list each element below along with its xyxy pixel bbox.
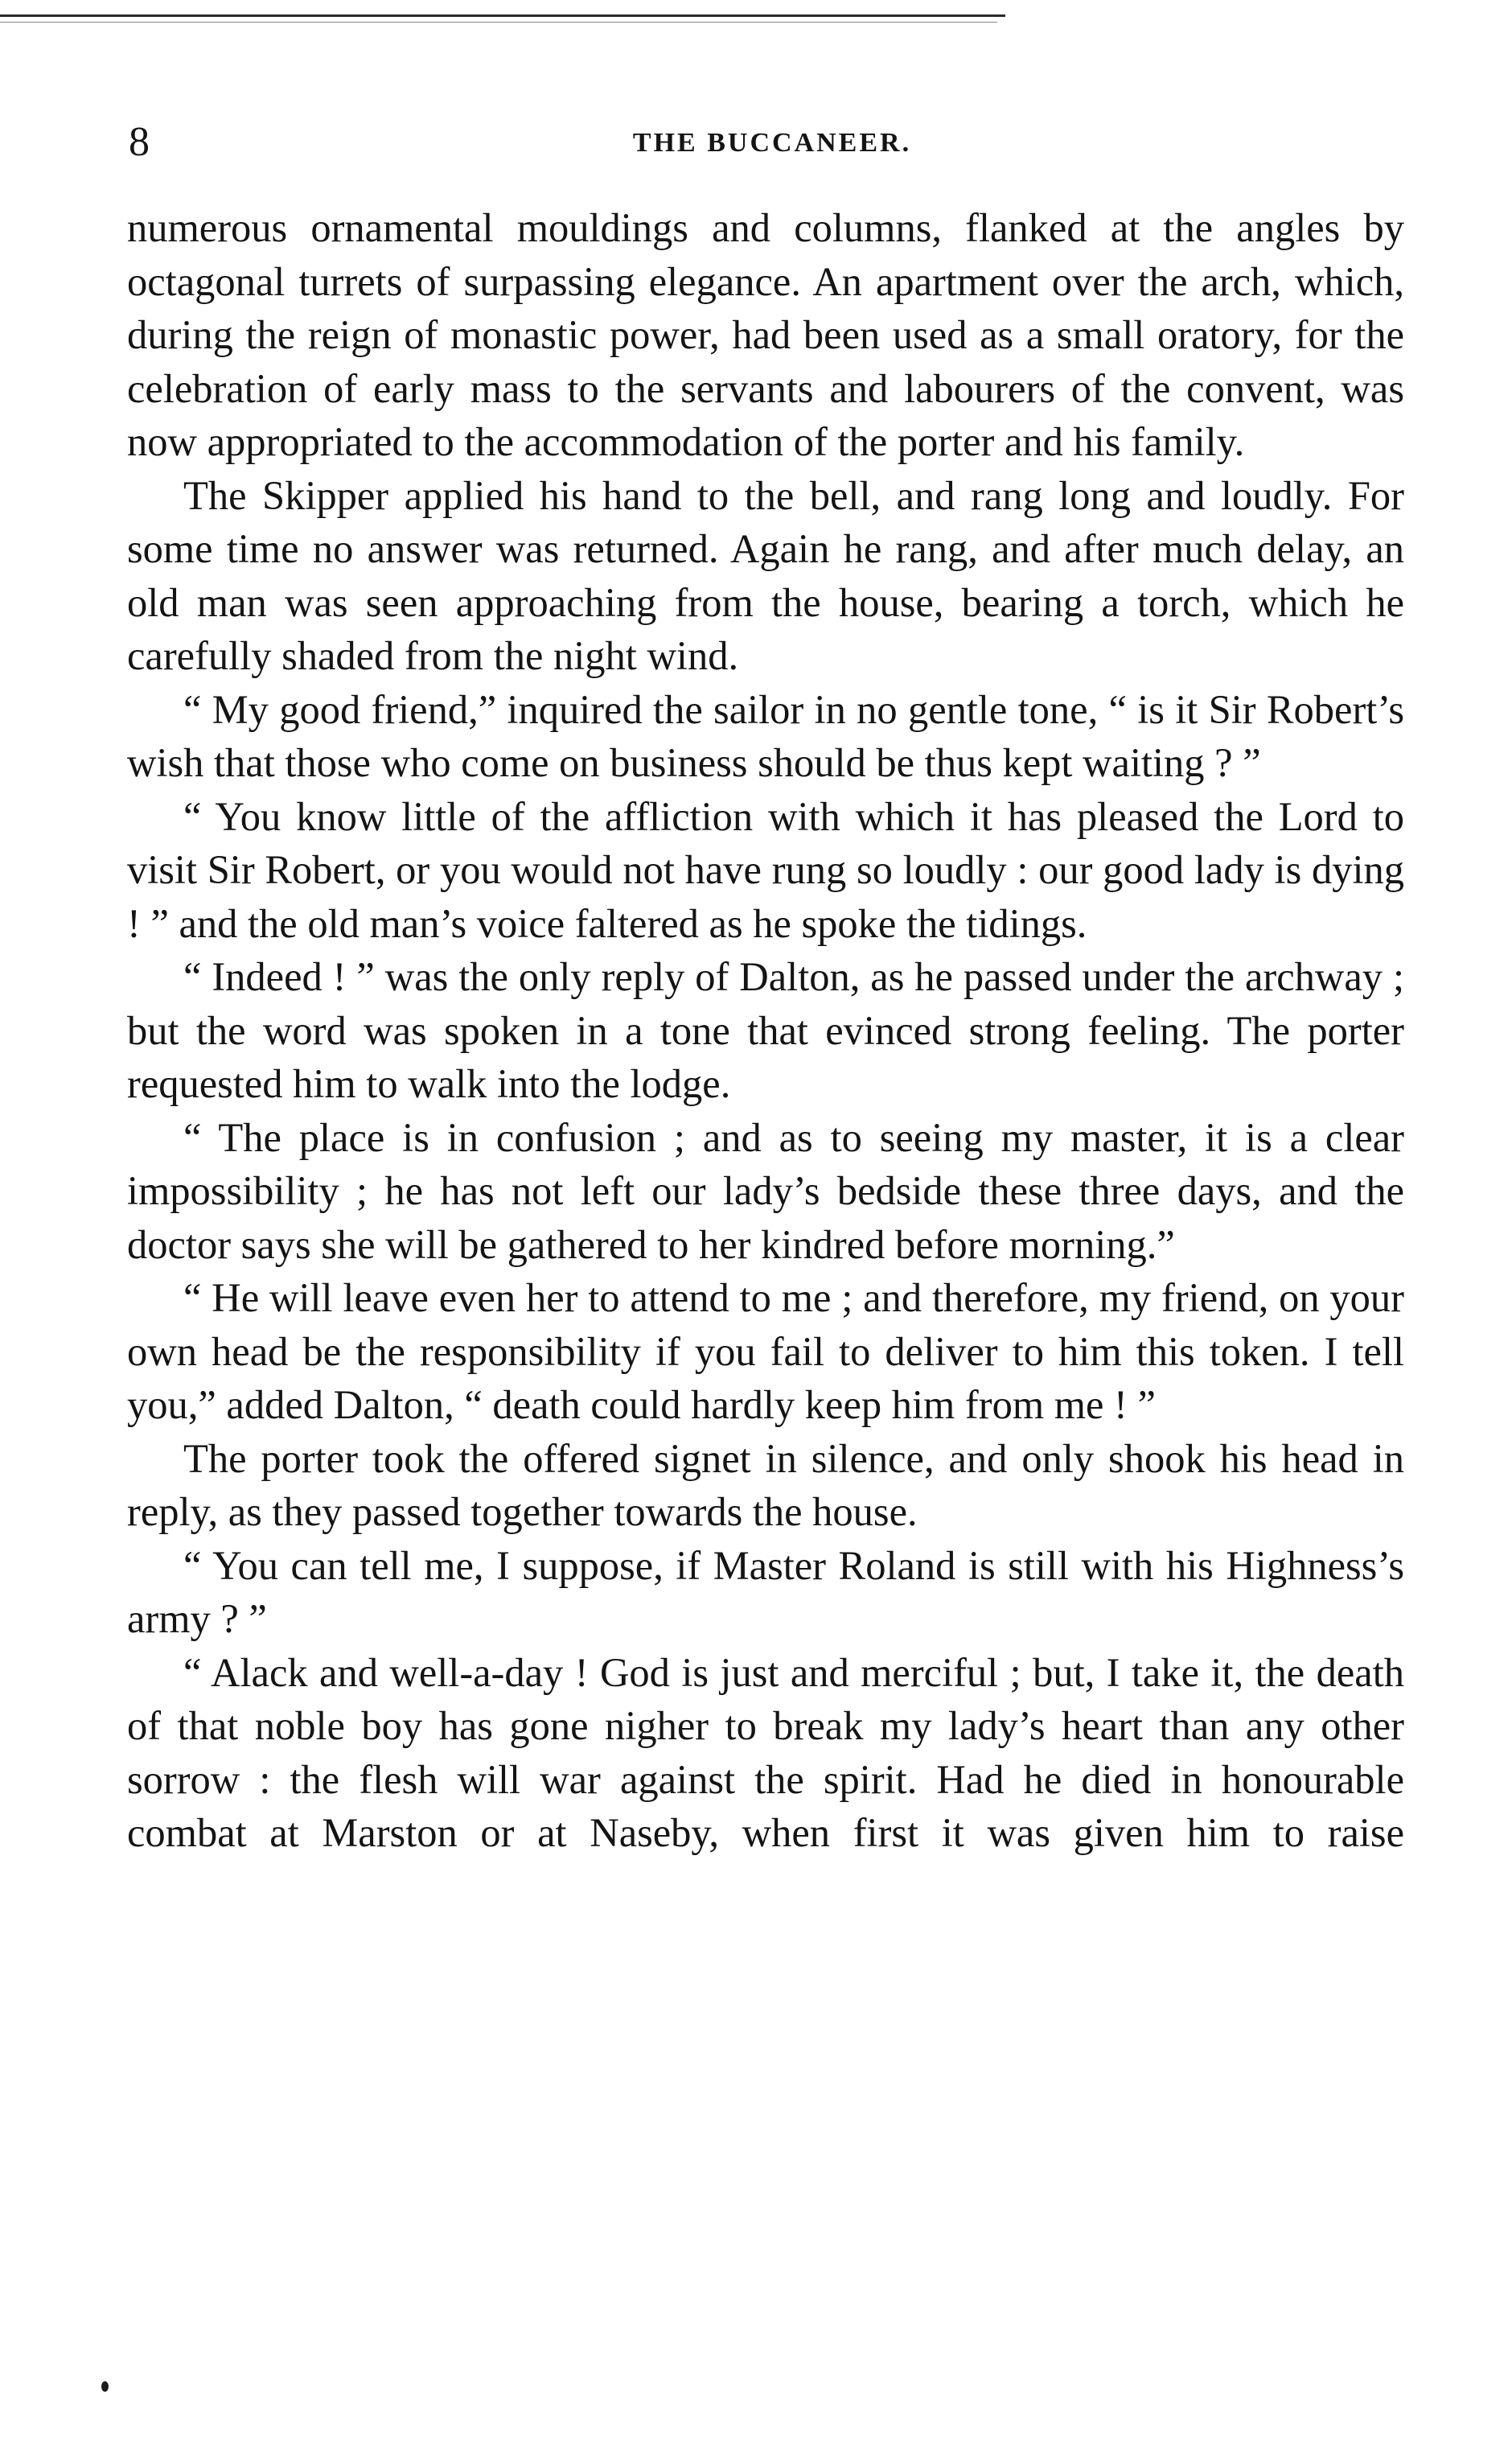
page-header — [129, 114, 1415, 171]
paragraph-continued-opening: numerous ornamental mouldings and columns, flanked at the angles by octagonal turrets of surpassing elegance. An apartment over the arch, which, during the reign of monastic power, had been used as a small oratory, for the celebration of early mass to the servants and labourers of the convent, was now appropriated to the accommodation of the porter and his family. — [127, 205, 1404, 464]
paragraph-dalton-indeed: “ Indeed ! ” was the only reply of Dalton, as he passed under the archway ; but the word was spoken in a tone that evinced strong feeling. The porter requested him to walk into the lodge. — [127, 954, 1404, 1106]
running-head: THE BUCCANEER. — [632, 128, 912, 158]
paragraph-porter-affliction: “ You know little of the affliction with which it has pleased the Lord to visit Sir Robert, or you would not have rung so loudly : our good lady is dying ! ” and the old man’s voice faltered as he spoke the tidings. — [127, 793, 1404, 946]
paragraph-dalton-token: “ He will leave even her to attend to me ; and therefore, my friend, on your own head be the responsibility if you fail to deliver to him this token. I tell you,” added Dalton, “ death could hardly keep him from me ! ” — [127, 1275, 1404, 1427]
body-text — [127, 201, 1404, 1860]
paragraph-alack: “ Alack and well-a-day ! God is just and merciful ; but, I take it, the death of that noble boy has gone nigher to break my lady’s heart than any other sorrow : the flesh will war against the spirit. Had he died in honourable combat at Marston or at Naseby, when first it was given him to raise — [127, 1649, 1404, 1855]
paragraph-skipper-rings-bell: The Skipper applied his hand to the bell, and rang long and loudly. For some time no answer was returned. Again he rang, and after much delay, an old man was seen approaching from the house, bearing a torch, which he carefully shaded from the night wind. — [127, 472, 1404, 678]
paragraph-place-in-confusion: “ The place is in confusion ; and as to seeing my master, it is a clear impossibility ; he has not left our lady’s bedside these three days, and the doctor says she will be gathered to her kindred before morning.” — [127, 1114, 1404, 1267]
paragraph-master-roland: “ You can tell me, I suppose, if Master Roland is still with his Highness’s army ? ” — [127, 1542, 1404, 1641]
top-rule — [0, 14, 1005, 17]
top-rule-faint — [0, 22, 997, 23]
paragraph-sailor-inquires: “ My good friend,” inquired the sailor in no gentle tone, “ is it Sir Robert’s wish that those who come on business should be thus kept waiting ? ” — [127, 686, 1404, 785]
page-number: 8 — [129, 119, 150, 165]
paragraph-porter-signet: The porter took the offered signet in silence, and only shook his head in reply, as they passed together towards the house. — [127, 1435, 1404, 1534]
ink-speck — [101, 2381, 109, 2392]
